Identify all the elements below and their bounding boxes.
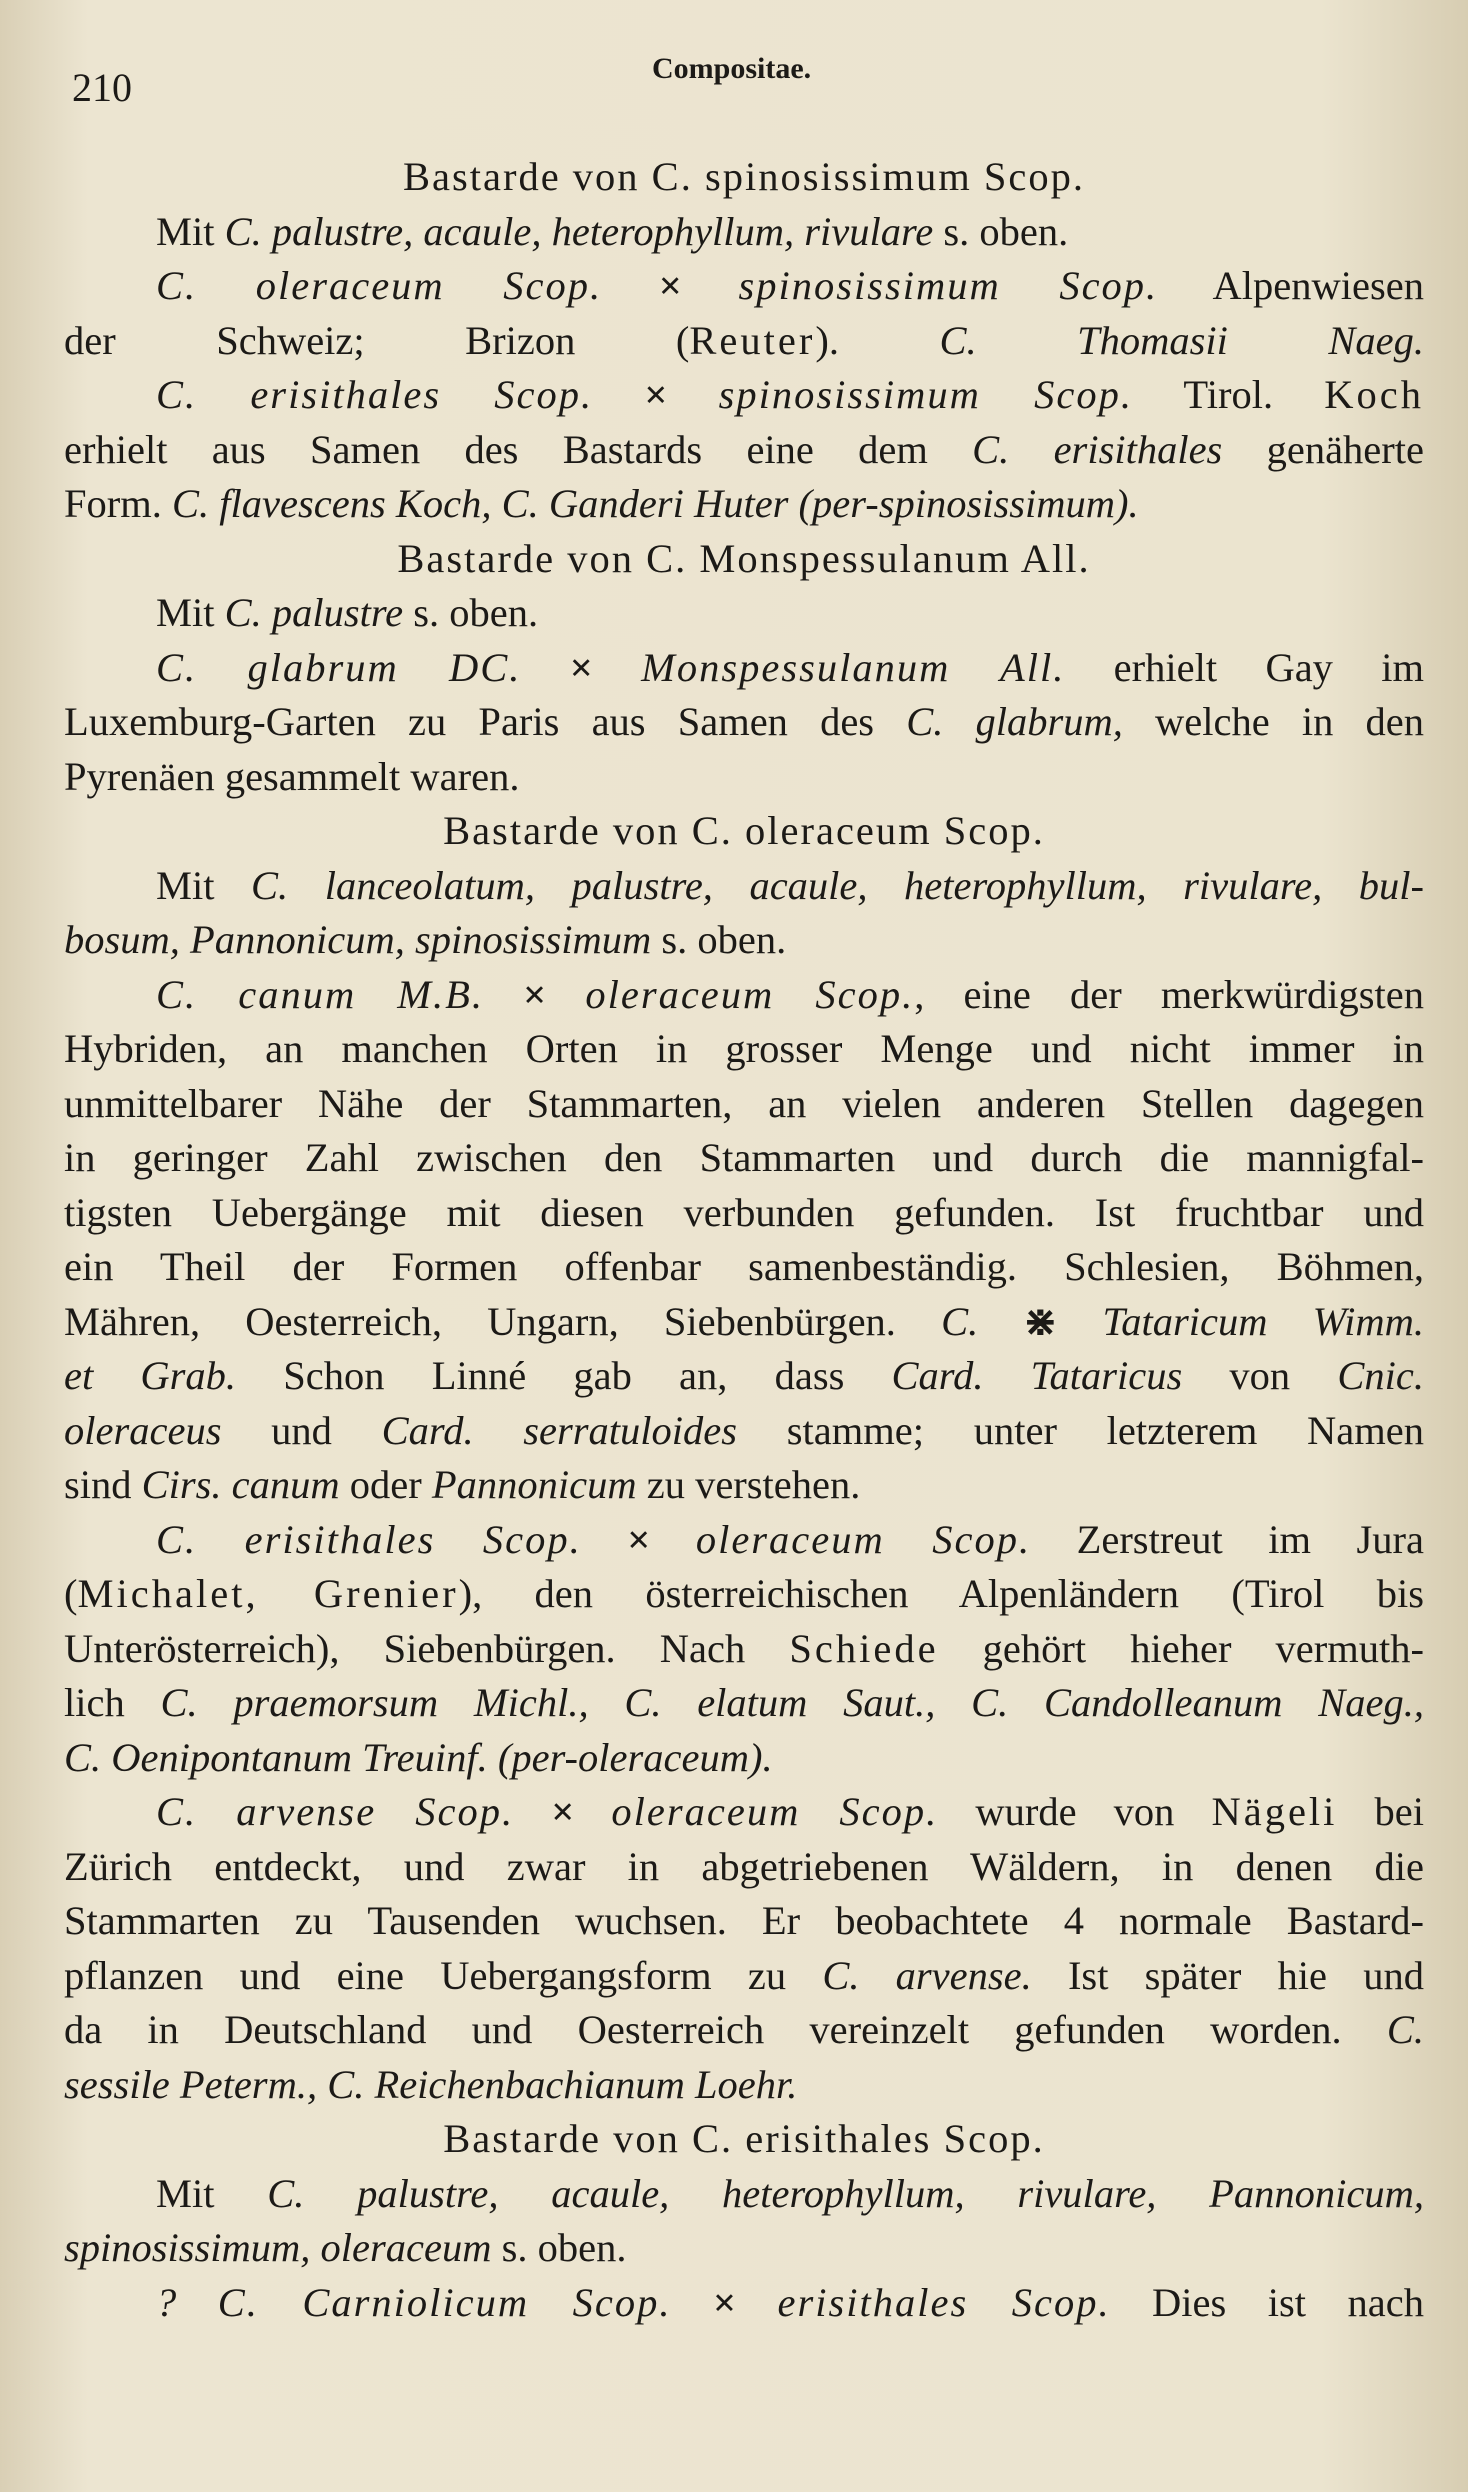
text-line: C. glabrum DC. × Monspessulanum All. erhielt Gay im (156, 644, 1424, 690)
text-line: sessile Peterm., C. Reichenbachianum Loehr. (64, 2061, 798, 2107)
text-line: C. oleraceum Scop. × spinosissimum Scop. Alpenwiesen (156, 263, 1424, 308)
text-line: der Schweiz; Brizon (Reuter). C. Thomasii Naeg. (64, 317, 1424, 363)
text-line: spinosissimum, oleraceum s. oben. (64, 2225, 627, 2270)
text-line: C. erisithales Scop. × oleraceum Scop. Zerstreut im Jura (156, 1516, 1425, 1562)
section-heading: Bastarde von C. Monspessulanum All. (397, 535, 1091, 581)
text-line: Form. C. flavescens Koch, C. Ganderi Huter (per-spinosissimum). (64, 481, 1139, 526)
text-line: et Grab. Schon Linné gab an, dass Card. Tataricus von Cnic. (64, 1353, 1424, 1398)
text-line: unmittelbarer Nähe der Stammarten, an vielen anderen Stellen dagegen (64, 1080, 1424, 1126)
text-line: C. arvense Scop. × oleraceum Scop. wurde von Nägeli bei (156, 1789, 1424, 1834)
text-line: ? C. Carniolicum Scop. × erisithales Scop. Dies ist nach (156, 2279, 1424, 2325)
text-line: oleraceus und Card. serratuloides stamme; unter letzterem Namen (64, 1407, 1425, 1453)
text-line: Hybriden, an manchen Orten in grosser Menge und nicht immer in (64, 1026, 1424, 1071)
text-line: lich C. praemorsum Michl., C. elatum Saut., C. Candolleanum Naeg., (64, 1680, 1424, 1725)
text-line: Unterösterreich), Siebenbürgen. Nach Schiede gehört hieher vermuth- (64, 1625, 1425, 1671)
text-line: tigsten Uebergänge mit diesen verbunden gefunden. Ist fruchtbar und (64, 1189, 1424, 1235)
text-line: ein Theil der Formen offenbar samenbeständig. Schlesien, Böhmen, (64, 1244, 1424, 1289)
text-line: Mit C. palustre, acaule, heterophyllum, rivulare s. oben. (156, 208, 1069, 254)
text-line: Mit C. palustre s. oben. (156, 590, 539, 635)
page-number: 210 (72, 65, 132, 110)
text-line: pflanzen und eine Uebergangsform zu C. arvense. Ist später hie und (64, 1952, 1424, 1998)
text-line: sind Cirs. canum oder Pannonicum zu verstehen. (64, 1462, 861, 1507)
text-line: Mit C. palustre, acaule, heterophyllum, rivulare, Pannonicum, (156, 2170, 1424, 2216)
text-line: Pyrenäen gesammelt waren. (64, 753, 520, 799)
text-line: in geringer Zahl zwischen den Stammarten und durch die mannigfal- (64, 1135, 1424, 1180)
section-heading: Bastarde von C. spinosissimum Scop. (402, 154, 1085, 199)
text-line: (Michalet, Grenier), den österreichischen Alpenländern (Tirol bis (64, 1571, 1424, 1616)
text-line: Stammarten zu Tausenden wuchsen. Er beobachtete 4 normale Bastard- (64, 1898, 1424, 1943)
text-line: Zürich entdeckt, und zwar in abgetriebenen Wäldern, in denen die (64, 1843, 1424, 1889)
section-heading: Bastarde von C. erisithales Scop. (443, 2116, 1045, 2161)
section-heading: Bastarde von C. oleraceum Scop. (443, 808, 1045, 853)
text-line: Mähren, Oesterreich, Ungarn, Siebenbürgen. C. ⋇ Tataricum Wimm. (64, 1298, 1424, 1344)
text-line: da in Deutschland und Oesterreich vereinzelt gefunden worden. C. (64, 2007, 1424, 2052)
text-line: Mit C. lanceolatum, palustre, acaule, heterophyllum, rivulare, bul- (156, 862, 1425, 908)
text-line: C. Oenipontanum Treuinf. (per-oleraceum). (64, 1734, 773, 1780)
text-line: C. erisithales Scop. × spinosissimum Scop. Tirol. Koch (156, 372, 1425, 417)
text-line: C. canum M.B. × oleraceum Scop., eine der merkwürdigsten (156, 971, 1425, 1017)
text-line: bosum, Pannonicum, spinosissimum s. oben. (64, 917, 787, 962)
text-line: Luxemburg-Garten zu Paris aus Samen des C. glabrum, welche in den (64, 699, 1425, 744)
page-body (64, 150, 1424, 2330)
running-head: Compositae. (652, 52, 812, 85)
text-line: erhielt aus Samen des Bastards eine dem C. erisithales genäherte (64, 426, 1424, 472)
